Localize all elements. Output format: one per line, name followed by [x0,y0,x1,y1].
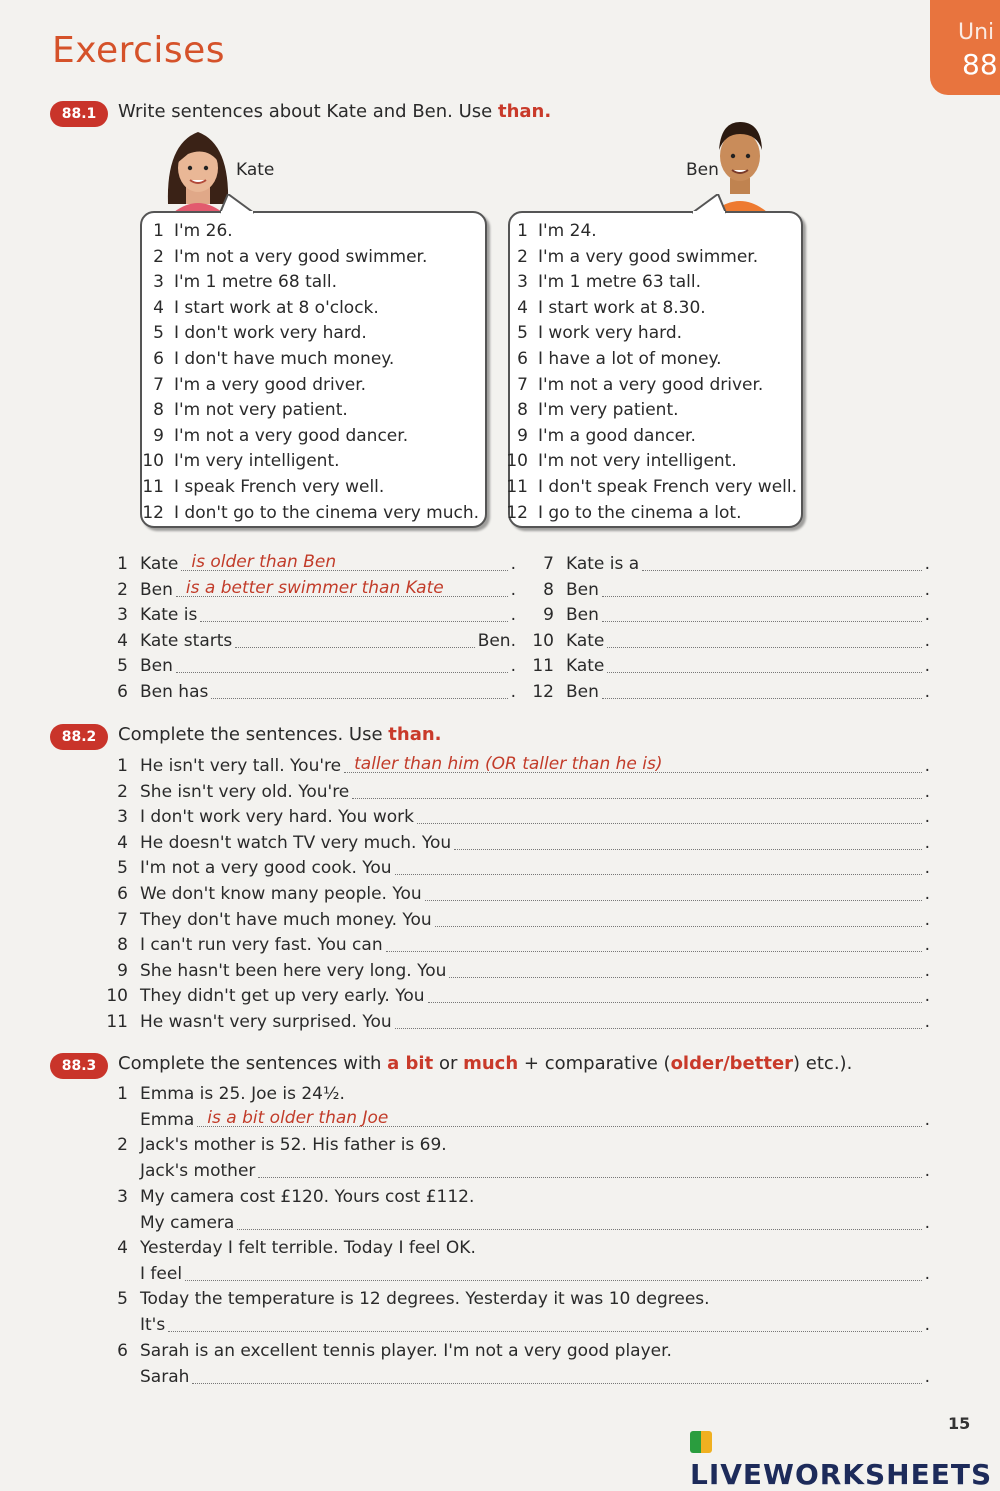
bubble-line [502,298,706,318]
answer-text: taller than him (OR taller than he is) [354,754,663,774]
bubble-line [502,375,763,395]
line-number: 8 [517,400,528,421]
answer-row [530,554,930,574]
item-number: 5 [117,1289,128,1310]
item-prompt: Ben [566,605,599,626]
answer-text: is older than Ben [191,552,337,572]
answer-row [106,682,516,702]
bubble-line [502,477,797,497]
unit-tab [930,0,1000,95]
line-text: I don't go to the cinema very much. [174,502,480,523]
bubble-line [502,272,701,292]
question-row [104,1135,447,1155]
line-number: 4 [517,297,528,318]
answer-blank[interactable] [235,633,474,648]
item-question: Today the temperature is 12 degrees. Yesterday it was 10 degrees. [140,1289,710,1310]
instruction-keyword: than. [497,101,552,122]
instruction-keyword: than. [388,724,442,745]
answer-blank[interactable] [192,1369,921,1384]
line-number: 9 [517,425,528,446]
bubble-line [138,272,337,292]
item-number: 1 [117,554,128,574]
item-prompt: Kate [140,554,179,574]
line-number: 6 [517,349,528,369]
answer-row [140,1110,930,1130]
answer-row [140,1367,930,1387]
bubble-line [138,400,348,420]
line-number: 6 [153,349,164,369]
item-number: 1 [117,756,128,776]
line-text: I'm 26. [174,221,233,241]
item-prompt: They don't have much money. You [140,909,432,930]
instruction-text: Complete the sentences. Use [118,724,383,745]
answer-row [140,1213,930,1233]
line-text: I work very hard. [538,323,683,344]
item-ending: . [924,1012,930,1032]
instruction-text: etc.). [805,1053,853,1074]
item-ending: . [924,656,930,677]
bubble-line [138,221,233,241]
answer-blank[interactable] [602,607,922,622]
answer-blank[interactable] [211,684,507,699]
answer-row [530,631,930,651]
sentence-row [104,1012,930,1032]
item-number: 10 [106,986,128,1007]
line-number: 8 [153,400,164,421]
answer-row [530,656,930,676]
item-number: 2 [117,1135,128,1156]
question-row [104,1238,476,1258]
exercise-instruction-88-2 [118,724,442,745]
line-text: I'm very patient. [538,400,679,421]
line-number: 10 [506,451,528,472]
answer-blank[interactable] [417,809,922,824]
item-number: 5 [117,858,128,879]
answer-blank[interactable] [607,633,921,648]
question-row [104,1084,345,1104]
kate-speech-bubble [140,211,487,528]
line-number: 5 [153,323,164,344]
answer-row [530,605,930,625]
bubble-line [502,400,679,420]
item-prompt: Ben [566,579,599,600]
item-number: 7 [117,909,128,930]
liveworksheets-logo [690,1425,1000,1491]
item-ending: . [924,781,930,802]
item-prompt: Sarah [140,1366,190,1387]
item-number: 2 [117,579,128,600]
item-ending: . [924,884,930,904]
answer-blank[interactable] [176,577,508,598]
answer-row [140,1161,930,1181]
item-prompt: They didn't get up very early. You [140,986,425,1007]
answer-blank[interactable] [602,582,922,597]
instruction-text: Complete the sentences with [118,1053,382,1074]
item-number: 10 [532,630,554,651]
item-number: 3 [117,807,128,828]
instruction-keyword: older/better [670,1053,794,1074]
item-number: 8 [543,579,554,600]
line-number: 4 [153,297,164,318]
item-prompt: We don't know many people. You [140,884,422,904]
answer-blank[interactable] [454,835,921,850]
item-prompt: He wasn't very surprised. You [140,1012,392,1032]
line-text: I'm 1 metre 68 tall. [174,272,338,293]
answer-blank[interactable] [181,552,507,572]
answer-blank[interactable] [428,988,922,1003]
bubble-line [138,323,367,343]
instruction-keyword: much [463,1053,519,1074]
line-number: 5 [517,323,528,344]
line-text: I'm not very patient. [174,400,348,421]
instruction-text: Write sentences about Kate and Ben. Use [118,101,493,122]
answer-row [530,682,930,702]
answer-blank[interactable] [607,658,921,673]
item-number: 11 [532,656,554,677]
item-prompt: He doesn't watch TV very much. You [140,832,452,853]
line-text: I'm a good dancer. [538,425,696,446]
item-ending: . [924,682,930,702]
answer-blank[interactable] [200,607,507,622]
answer-blank[interactable] [435,912,922,927]
exercise-badge-88-2: 88.2 [50,724,108,750]
bubble-line [138,451,340,471]
item-prompt: I can't run very fast. You can [140,935,383,956]
item-prompt: Emma [140,1110,195,1130]
line-number: 1 [517,221,528,241]
item-question: My camera cost £120. Yours cost £112. [140,1186,475,1207]
bubble-line [138,247,427,267]
bubble-line [502,247,758,267]
line-text: I go to the cinema a lot. [538,502,742,523]
bubble-line [138,349,394,369]
question-row [104,1341,672,1361]
line-text: I start work at 8.30. [538,297,706,318]
answer-blank[interactable] [425,886,922,901]
item-ending: Ben. [477,630,516,651]
item-ending: . [924,807,930,828]
line-number: 12 [142,502,164,523]
item-question: Emma is 25. Joe is 24½. [140,1084,345,1104]
item-prompt: My camera [140,1212,235,1233]
line-number: 2 [517,246,528,267]
item-prompt: Kate is a [566,554,640,574]
item-number: 3 [117,1186,128,1207]
bubble-line [138,426,408,446]
item-ending: . [510,656,516,677]
item-ending: . [924,1366,930,1387]
line-text: I speak French very well. [174,477,385,497]
item-number: 1 [117,1084,128,1104]
unit-number: 88 [962,48,998,81]
item-prompt: Jack's mother [140,1161,256,1182]
item-question: Yesterday I felt terrible. Today I feel OK. [140,1237,476,1258]
line-text: I start work at 8 o'clock. [174,297,379,318]
page-number: 15 [948,1414,971,1433]
item-ending: . [924,1212,930,1233]
item-ending: . [924,579,930,600]
kate-bubble-tail-icon [218,194,258,214]
instruction-keyword: a bit [387,1053,434,1074]
item-number: 4 [117,630,128,651]
bubble-line [502,323,682,343]
instruction-text: or [438,1053,458,1074]
item-number: 9 [117,960,128,981]
bubble-line [502,349,722,369]
line-number: 10 [142,451,164,472]
page-title: Exercises [52,30,226,71]
sentence-row [104,782,930,802]
bubble-line [138,503,479,523]
line-number: 9 [153,425,164,446]
item-number: 6 [117,1340,128,1361]
item-number: 5 [117,656,128,677]
item-question: Sarah is an excellent tennis player. I'm not a very good player. [140,1340,672,1361]
line-number: 7 [153,374,164,395]
sentence-row [104,807,930,827]
answer-row [106,554,516,574]
answer-blank[interactable] [258,1163,921,1178]
sentence-row [104,884,930,904]
item-number: 9 [543,605,554,626]
line-text: I'm 1 metre 63 tall. [538,272,702,293]
sentence-row [104,833,930,853]
item-ending: . [510,682,516,702]
kate-name-label: Kate [236,160,275,180]
sentence-row [104,858,930,878]
instruction-paren-close: ) [793,1053,801,1074]
logo-text: LIVEWORKSHEETS [690,1458,993,1491]
line-number: 11 [506,477,528,497]
line-text: I'm not a very good dancer. [174,425,409,446]
answer-text: is a bit older than Joe [207,1108,389,1128]
item-ending: . [924,832,930,853]
item-ending: . [510,554,516,574]
item-prompt: Ben [566,682,599,702]
answer-blank[interactable] [449,963,921,978]
item-ending: . [510,579,516,600]
item-ending: . [924,756,930,776]
line-text: I don't have much money. [174,349,395,369]
bubble-line [502,503,742,523]
line-number: 3 [153,272,164,293]
answer-blank[interactable] [602,684,922,699]
item-number: 11 [106,1012,128,1032]
answer-row [106,605,516,625]
line-text: I'm not a very good swimmer. [174,246,428,267]
item-number: 4 [117,832,128,853]
exercise-instruction-88-1 [118,101,551,122]
item-prompt: It's [140,1315,166,1336]
answer-blank[interactable] [352,784,921,799]
answer-blank[interactable] [344,754,921,774]
item-ending: . [924,605,930,626]
bubble-line [138,477,384,497]
item-number: 2 [117,781,128,802]
answer-text: is a better swimmer than Kate [185,577,444,598]
line-text: I have a lot of money. [538,349,722,369]
sentence-row [104,986,930,1006]
item-ending: . [924,1263,930,1284]
question-row [104,1289,710,1309]
sentence-row [104,935,930,955]
item-prompt: Kate is [140,605,198,626]
line-number: 7 [517,374,528,395]
item-number: 8 [117,935,128,956]
item-number: 12 [532,682,554,702]
answer-row [106,577,516,600]
answer-blank[interactable] [395,860,922,875]
line-text: I'm a very good driver. [174,374,367,395]
item-ending: . [924,1161,930,1182]
item-number: 6 [117,682,128,702]
item-prompt: Ben [140,656,173,677]
item-prompt: Ben has [140,682,209,702]
item-number: 6 [117,884,128,904]
item-number: 4 [117,1237,128,1258]
answer-blank[interactable] [168,1317,921,1332]
item-prompt: Kate [566,630,605,651]
line-text: I'm not a very good driver. [538,374,764,395]
bubble-line [502,451,737,471]
exercise-instruction-88-3 [118,1053,852,1074]
item-prompt: Kate [566,656,605,677]
item-ending: . [924,935,930,956]
item-prompt: I feel [140,1263,183,1284]
item-ending: . [924,960,930,981]
line-number: 1 [153,221,164,241]
item-ending: . [924,1315,930,1336]
line-text: I don't speak French very well. [538,477,798,497]
ben-name-label: Ben [686,160,719,180]
answer-row [140,1315,930,1335]
answer-blank[interactable] [395,1014,922,1029]
sentence-row [104,961,930,981]
instruction-text: + comparative ( [523,1053,671,1074]
bubble-line [502,221,597,241]
ben-bubble-tail-icon [688,194,728,214]
line-number: 11 [142,477,164,497]
item-ending: . [510,605,516,626]
answer-blank[interactable] [176,658,508,673]
item-prompt: He isn't very tall. You're [140,756,342,776]
exercise-badge-88-1: 88.1 [50,101,108,127]
exercise-badge-88-3: 88.3 [50,1053,108,1079]
item-ending: . [924,1110,930,1130]
line-text: I don't work very hard. [174,323,367,344]
item-prompt: Kate starts [140,630,233,651]
unit-label: Uni [958,20,995,45]
item-prompt: She isn't very old. You're [140,781,350,802]
answer-blank[interactable] [642,556,921,571]
ben-speech-bubble [508,211,803,528]
sentence-row [104,756,930,776]
item-ending: . [924,630,930,651]
line-text: I'm 24. [538,221,597,241]
item-ending: . [924,986,930,1007]
item-question: Jack's mother is 52. His father is 69. [140,1135,447,1156]
item-prompt: I'm not a very good cook. You [140,858,392,879]
line-text: I'm very intelligent. [174,451,340,472]
item-ending: . [924,554,930,574]
line-text: I'm a very good swimmer. [538,246,759,267]
answer-blank[interactable] [197,1108,921,1128]
answer-blank[interactable] [386,937,922,952]
item-ending: . [924,909,930,930]
line-number: 3 [517,272,528,293]
liveworksheets-logo-icon [690,1431,712,1453]
item-prompt: She hasn't been here very long. You [140,960,447,981]
item-ending: . [924,858,930,879]
question-row [104,1187,474,1207]
line-number: 12 [506,502,528,523]
answer-row [530,580,930,600]
sentence-row [104,910,930,930]
item-prompt: I don't work very hard. You work [140,807,414,828]
line-text: I'm not very intelligent. [538,451,737,472]
line-number: 2 [153,246,164,267]
answer-row [106,631,516,651]
answer-blank[interactable] [185,1266,922,1281]
item-number: 7 [543,554,554,574]
item-prompt: Ben [140,579,173,600]
bubble-line [138,298,379,318]
answer-row [106,656,516,676]
answer-row [140,1264,930,1284]
bubble-line [138,375,366,395]
answer-blank[interactable] [237,1215,921,1230]
bubble-line [502,426,696,446]
item-number: 3 [117,605,128,626]
